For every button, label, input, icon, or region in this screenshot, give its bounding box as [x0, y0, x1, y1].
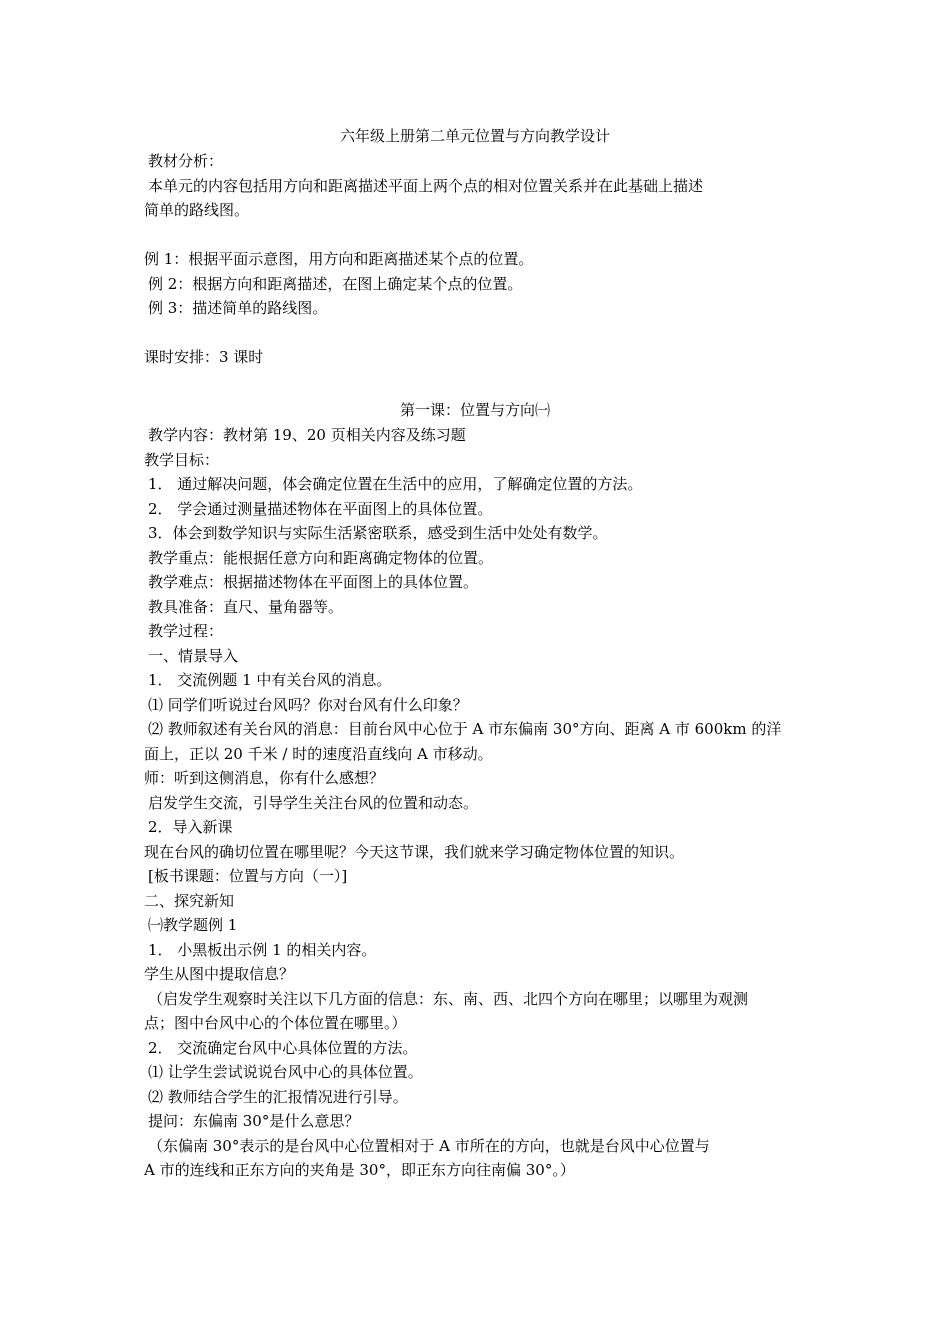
section-2-question: 提问：东偏南 30°是什么意思？ — [148, 1112, 360, 1130]
spacer — [144, 321, 814, 346]
schedule-line: 课时安排：3 课时 — [144, 348, 264, 366]
section-2-question-1: ⑴ 让学生尝试说说台风中心的具体位置。 — [148, 1063, 423, 1081]
goal-1: 1． 通过解决问题，体会确定位置在生活中的应用，了解确定位置的方法。 — [148, 475, 643, 493]
board-title: [板书课题：位置与方向（一）] — [148, 867, 348, 885]
guide-line: 启发学生交流，引导学生关注台风的位置和动态。 — [148, 793, 479, 812]
section-1-question-2a: ⑵ 教师叙述有关台风的消息：目前台风中心位于 A 市东偏南 30°方向、距离 A 市 600km 的洋 — [148, 720, 782, 738]
section-2-heading: 二、探究新知 — [144, 891, 235, 910]
section-2-question-2: ⑵ 教师结合学生的汇报情况进行引导。 — [148, 1087, 408, 1106]
analysis-heading: 教材分析： — [148, 152, 224, 170]
section-1-item-2: 2．导入新课 — [148, 818, 233, 836]
analysis-text-line-1: 本单元的内容包括用方向和距离描述平面上两个点的相对位置关系并在此基础上描述 — [148, 176, 704, 195]
lesson-content: 教学内容：教材第 19、20 页相关内容及练习题 — [148, 426, 466, 444]
intro-line: 现在台风的确切位置在哪里呢？今天这节课，我们就来学习确定物体位置的知识。 — [144, 842, 685, 861]
example-2: 例 2：根据方向和距离描述，在图上确定某个点的位置。 — [148, 274, 523, 293]
section-1-question-2b: 面上，正以 20 千米 / 时的速度沿直线向 A 市移动。 — [144, 744, 493, 763]
analysis-section — [144, 149, 814, 370]
section-2-item-2: 2． 交流确定台风中心具体位置的方法。 — [148, 1038, 418, 1057]
goal-2: 2． 学会通过测量描述物体在平面图上的具体位置。 — [148, 499, 493, 518]
lesson-body — [144, 423, 814, 1183]
section-2-item-1: 1． 小黑板出示例 1 的相关内容。 — [148, 940, 377, 959]
section-2-hint-b: 点；图中台风中心的个体位置在哪里。） — [144, 1014, 407, 1032]
teacher-line: 师：听到这侧消息，你有什么感想？ — [144, 769, 385, 787]
analysis-text-line-2: 简单的路线图。 — [144, 201, 250, 219]
goals-heading: 教学目标： — [144, 450, 220, 469]
section-2-sub-1: ㈠教学题例 1 — [148, 916, 238, 934]
section-1-item-1: 1． 交流例题 1 中有关台风的消息。 — [148, 671, 392, 689]
lesson-title: 第一课：位置与方向㈠ — [399, 401, 550, 419]
difficulty: 教学难点：根据描述物体在平面图上的具体位置。 — [148, 573, 479, 591]
process-heading: 教学过程： — [148, 622, 224, 640]
section-2-hint-a: （启发学生观察时关注以下几方面的信息：东、南、西、北四个方向在哪里；以哪里为观测 — [148, 989, 749, 1008]
section-1-heading: 一、情景导入 — [148, 646, 239, 665]
section-1-question-1: ⑴ 同学们听说过台风吗？你对台风有什么印象？ — [148, 695, 468, 714]
example-3: 例 3：描述简单的路线图。 — [148, 299, 328, 317]
goal-3: 3．体会到数学知识与实际生活紧密联系，感受到生活中处处有数学。 — [148, 524, 608, 542]
tools: 教具准备：直尺、量角器等。 — [148, 597, 344, 616]
section-2-answer-a: （东偏南 30°表示的是台风中心位置相对于 A 市所在的方向，也就是台风中心位置与 — [148, 1136, 710, 1155]
section-2-answer-b: A 市的连线和正东方向的夹角是 30°，即正东方向往南偏 30°。） — [144, 1161, 575, 1179]
spacer — [144, 223, 814, 248]
example-1: 例 1：根据平面示意图，用方向和距离描述某个点的位置。 — [144, 250, 534, 268]
document-title: 六年级上册第二单元位置与方向教学设计 — [339, 127, 610, 145]
section-2-ask: 学生从图中提取信息？ — [144, 965, 295, 983]
key-point: 教学重点：能根据任意方向和距离确定物体的位置。 — [148, 548, 494, 567]
